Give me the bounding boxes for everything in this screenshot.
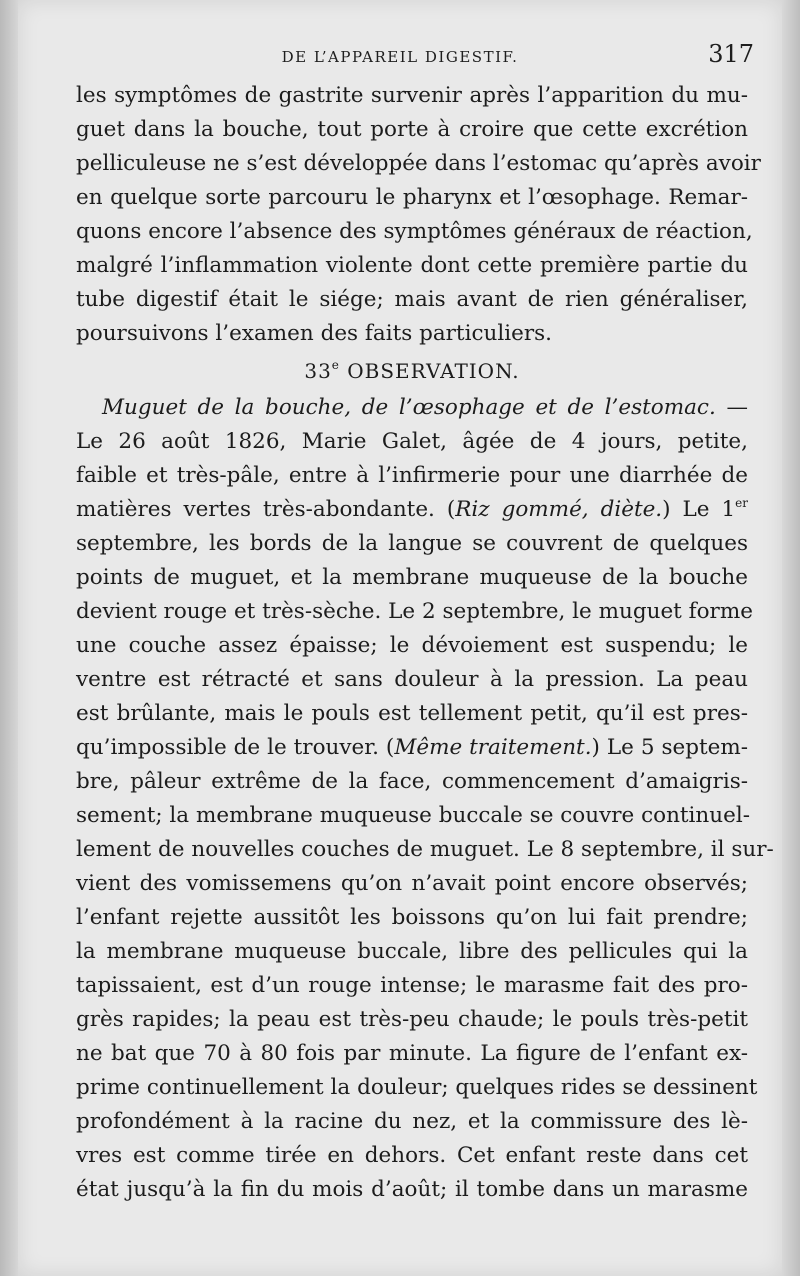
text-line: vient des vomissemens qu’on n’avait point encore observés; [76,871,748,896]
text-fragment: ) Le 5 septem- [591,735,748,760]
text-line: une couche assez épaisse; le dévoiement est suspendu; le [76,633,748,658]
observation-case-title: Muguet de la bouche, de l’œsophage et de l’estomac. [102,395,716,420]
text-fragment: matières vertes très-abondante. ( [76,497,456,522]
page-number: 317 [708,40,754,68]
observation-number-suffix: e [331,358,340,372]
page-body [76,79,774,1207]
text-line: sement; la membrane muqueuse buccale se couvre continuel- [76,803,750,828]
text-line: points de muguet, et la membrane muqueuse de la bouche [76,565,748,590]
text-line: état jusqu’à la fin du mois d’août; il tombe dans un marasme [76,1177,748,1202]
prescription-italic: Même traitement. [394,735,592,760]
text-line [76,391,748,425]
text-line: devient rouge et très-sèche. Le 2 septembre, le muguet forme [76,599,753,624]
observation-title: OBSERVATION. [347,359,520,383]
scan-left-edge [0,0,18,1276]
text-line: vres est comme tirée en dehors. Cet enfant reste dans cet [76,1143,748,1168]
ordinal-superscript: er [735,496,748,510]
observation-number: 33 [304,359,332,383]
text-fragment: qu’impossible de le trouver. ( [76,735,395,760]
text-line: guet dans la bouche, tout porte à croire que cette excrétion [76,117,748,142]
running-title: DE L’APPAREIL DIGESTIF. [281,48,519,66]
text-line: pelliculeuse ne s’est développée dans l’estomac qu’après avoir [76,151,761,176]
text-line: la membrane muqueuse buccale, libre des pellicules qui la [76,939,748,964]
text-line: est brûlante, mais le pouls est tellement petit, qu’il est pres- [76,701,748,726]
prescription-italic: Riz gommé, diète. [455,497,663,522]
text-line: profondément à la racine du nez, et la commissure des lè- [76,1109,748,1134]
text-line: lement de nouvelles couches de muguet. Le 8 septembre, il sur- [76,837,774,862]
text-line [76,493,748,527]
text-line: faible et très-pâle, entre à l’infirmerie pour une diarrhée de [76,463,748,488]
text-line: ventre est rétracté et sans douleur à la pression. La peau [76,667,748,692]
text-line: bre, pâleur extrême de la face, commencement d’amaigris- [76,769,748,794]
section-heading [76,351,748,391]
text-line [76,731,748,765]
text-line: prime continuellement la douleur; quelques rides se dessinent [76,1075,758,1100]
text-fragment: ) Le 1 [662,497,736,522]
text-line: tube digestif était le siége; mais avant de rien généraliser, [76,287,748,312]
text-line: ne bat que 70 à 80 fois par minute. La figure de l’enfant ex- [76,1041,748,1066]
text-line: poursuivons l’examen des faits particuliers. [76,321,552,346]
text-line: Le 26 août 1826, Marie Galet, âgée de 4 jours, petite, [76,429,748,454]
text-line: les symptômes de gastrite survenir après l’apparition du mu- [76,83,748,108]
scan-right-edge [782,0,800,1276]
text-line: quons encore l’absence des symptômes généraux de réaction, [76,219,753,244]
text-line: malgré l’inflammation violente dont cette première partie du [76,253,748,278]
dash: — [715,395,748,420]
text-line: grès rapides; la peau est très-peu chaude; le pouls très-petit [76,1007,748,1032]
page-header [0,40,800,80]
text-line: en quelque sorte parcouru le pharynx et l’œsophage. Remar- [76,185,748,210]
text-line: tapissaient, est d’un rouge intense; le marasme fait des pro- [76,973,748,998]
text-line: septembre, les bords de la langue se couvrent de quelques [76,531,748,556]
text-line: l’enfant rejette aussitôt les boissons qu’on lui fait prendre; [76,905,748,930]
